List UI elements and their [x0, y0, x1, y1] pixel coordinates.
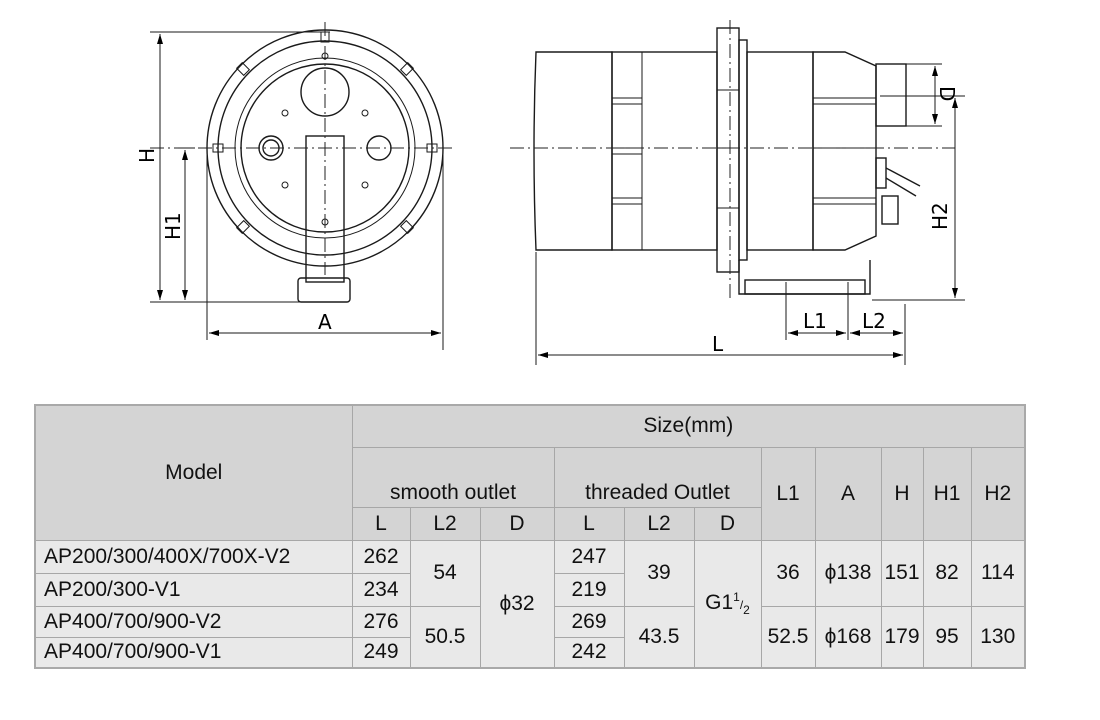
smooth-L-cell: 262 — [352, 540, 410, 573]
dim-label-H2: H2 — [928, 202, 952, 230]
model-cell: AP200/300/400X/700X-V2 — [35, 540, 352, 573]
H-header: H — [881, 447, 923, 540]
L1-header: L1 — [761, 447, 815, 540]
dim-label-D: D — [935, 86, 959, 102]
threaded-L2-header: L2 — [624, 507, 694, 540]
threaded-L-header: L — [554, 507, 624, 540]
smooth-L-header: L — [352, 507, 410, 540]
threaded-L-cell: 269 — [554, 606, 624, 637]
dim-label-L1: L1 — [803, 309, 827, 333]
dim-label-A: A — [318, 310, 332, 334]
smooth-L-cell: 276 — [352, 606, 410, 637]
threaded-D-num: 1 — [733, 590, 740, 605]
smooth-L2-header: L2 — [410, 507, 480, 540]
H1-cell: 82 — [923, 540, 971, 606]
threaded-D-base: G1 — [705, 591, 734, 615]
threaded-L2-cell: 39 — [624, 540, 694, 606]
smooth-outlet-header: smooth outlet — [352, 447, 554, 507]
smooth-L-cell: 234 — [352, 573, 410, 606]
H1-header: H1 — [923, 447, 971, 540]
smooth-L-cell: 249 — [352, 637, 410, 668]
smooth-L2-cell: 54 — [410, 540, 480, 606]
dim-label-H: H — [135, 147, 159, 163]
H-cell: 179 — [881, 606, 923, 668]
H-cell: 151 — [881, 540, 923, 606]
side-view — [510, 20, 955, 340]
smooth-L2-cell: 50.5 — [410, 606, 480, 668]
L1-cell: 36 — [761, 540, 815, 606]
front-view — [150, 22, 455, 302]
H2-cell: 114 — [971, 540, 1025, 606]
smooth-D-cell: ϕ32 — [480, 540, 554, 668]
threaded-L-cell: 219 — [554, 573, 624, 606]
model-cell: AP400/700/900-V1 — [35, 637, 352, 668]
A-cell: ϕ138 — [815, 540, 881, 606]
L1-cell: 52.5 — [761, 606, 815, 668]
threaded-L2-cell: 43.5 — [624, 606, 694, 668]
H1-cell: 95 — [923, 606, 971, 668]
threaded-D-den: 2 — [743, 603, 750, 618]
side-view-dimensions — [536, 64, 965, 365]
dim-label-L: L — [712, 332, 724, 356]
model-header: Model — [35, 405, 352, 540]
H2-header: H2 — [971, 447, 1025, 540]
dim-label-L2: L2 — [862, 309, 886, 333]
model-cell: AP200/300-V1 — [35, 573, 352, 606]
dim-label-H1: H1 — [161, 212, 185, 240]
threaded-L-cell: 242 — [554, 637, 624, 668]
size-header: Size(mm) — [352, 405, 1025, 447]
smooth-D-header: D — [480, 507, 554, 540]
threaded-outlet-header: threaded Outlet — [554, 447, 761, 507]
threaded-D-header: D — [694, 507, 761, 540]
A-header: A — [815, 447, 881, 540]
model-cell: AP400/700/900-V2 — [35, 606, 352, 637]
A-cell: ϕ168 — [815, 606, 881, 668]
H2-cell: 130 — [971, 606, 1025, 668]
threaded-D-cell: $G1^1/_2$ — [694, 540, 761, 668]
threaded-L-cell: 247 — [554, 540, 624, 573]
dimension-table — [34, 404, 1026, 669]
